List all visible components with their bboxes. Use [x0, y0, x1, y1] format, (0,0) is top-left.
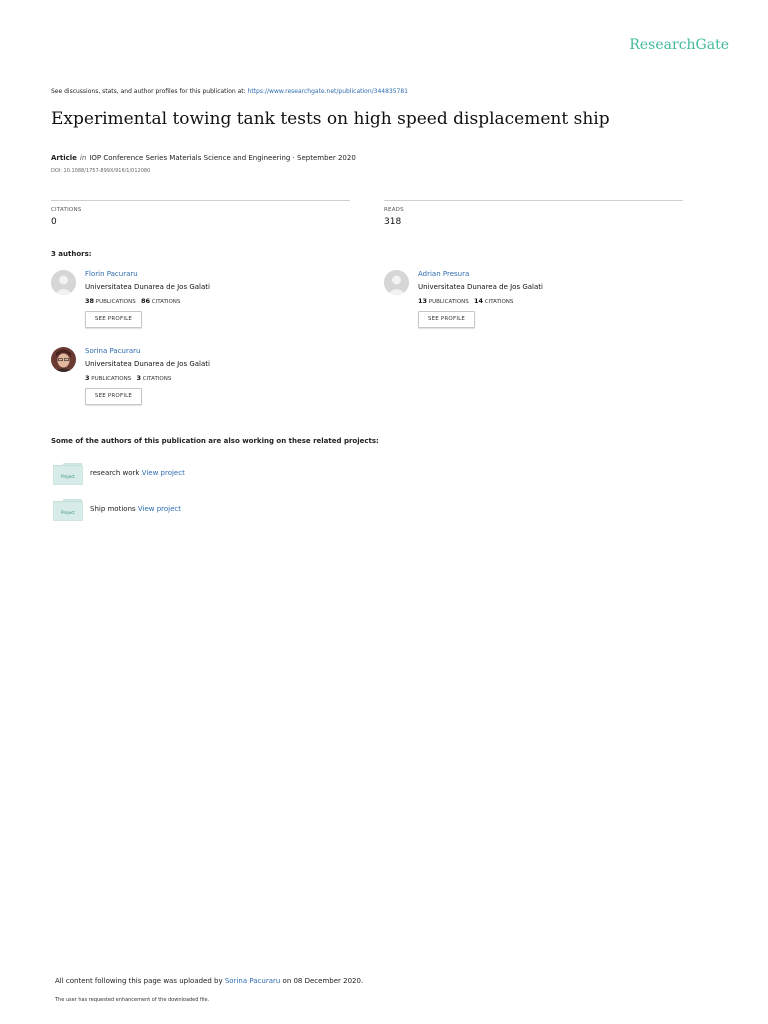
see-profile-button[interactable]: SEE PROFILE — [85, 311, 142, 328]
view-project-link[interactable]: View project — [137, 505, 182, 513]
author-publications-label: PUBLICATIONS — [91, 376, 132, 382]
citations-divider — [51, 200, 350, 201]
reads-value: 318 — [384, 217, 402, 227]
author-name-link[interactable]: Adrian Presura — [418, 270, 470, 278]
project-entry — [90, 505, 181, 513]
publication-type: Article — [51, 154, 77, 162]
see-discussions-text: See discussions, stats, and author profiles for this publication at: — [51, 88, 248, 95]
author-card — [51, 347, 351, 409]
author-publications-count: 38 — [85, 297, 95, 305]
author-card — [51, 270, 351, 332]
author-citations-label: CITATIONS — [484, 299, 514, 305]
author-affiliation: Universitatea Dunarea de Jos Galati — [418, 283, 543, 291]
author-citations-count: 86 — [140, 297, 150, 305]
view-project-link[interactable]: View project — [141, 469, 185, 477]
author-affiliation: Universitatea Dunarea de Jos Galati — [85, 283, 210, 291]
citations-value: 0 — [51, 217, 57, 227]
author-publications-label: PUBLICATIONS — [428, 299, 469, 305]
project-row — [53, 463, 453, 485]
author-publications-count: 3 — [85, 374, 90, 382]
see-profile-button[interactable]: SEE PROFILE — [418, 311, 475, 328]
author-citations-label: CITATIONS — [151, 299, 181, 305]
reads-label: READS — [384, 207, 404, 213]
author-publications-label: PUBLICATIONS — [95, 299, 136, 305]
author-stats — [85, 297, 180, 305]
author-citations-count: 3 — [136, 374, 141, 382]
publication-meta — [51, 154, 356, 162]
project-folder-label: Project — [61, 510, 75, 515]
project-name: research work — [90, 469, 140, 477]
uploader-link[interactable]: Sorina Pacuraru — [224, 977, 281, 985]
publication-doi: DOI: 10.1088/1757-899X/916/1/012080 — [51, 168, 151, 174]
in-word: in — [79, 154, 87, 162]
related-projects-heading: Some of the authors of this publication are also working on these related projects: — [51, 437, 379, 445]
reads-divider — [384, 200, 683, 201]
publication-url-link[interactable]: https://www.researchgate.net/publication/344835781 — [247, 88, 408, 95]
author-stats — [85, 374, 171, 382]
project-name: Ship motions — [90, 505, 136, 513]
default-avatar-icon[interactable] — [51, 270, 76, 295]
project-row — [53, 499, 453, 521]
author-stats — [418, 297, 513, 305]
publication-title: Experimental towing tank tests on high speed displacement ship — [51, 109, 610, 129]
authors-heading: 3 authors: — [51, 250, 92, 258]
publication-venue-date: IOP Conference Series Materials Science and Engineering · September 2020 — [89, 154, 356, 162]
default-avatar-icon[interactable] — [384, 270, 409, 295]
project-folder-label: Project — [61, 474, 75, 479]
author-publications-count: 13 — [418, 297, 428, 305]
project-entry — [90, 469, 185, 477]
author-citations-count: 14 — [473, 297, 483, 305]
project-folder-icon — [53, 499, 83, 521]
see-profile-button[interactable]: SEE PROFILE — [85, 388, 142, 405]
upload-note-prefix: All content following this page was uploaded by — [55, 977, 225, 985]
author-card — [384, 270, 684, 332]
researchgate-logo[interactable]: ResearchGate — [629, 37, 729, 53]
project-folder-icon — [53, 463, 83, 485]
photo-avatar-icon[interactable] — [51, 347, 76, 372]
see-discussions-line — [51, 88, 408, 95]
citations-label: CITATIONS — [51, 207, 82, 213]
author-name-link[interactable]: Sorina Pacuraru — [85, 347, 141, 355]
upload-note — [55, 977, 363, 985]
author-affiliation: Universitatea Dunarea de Jos Galati — [85, 360, 210, 368]
author-citations-label: CITATIONS — [142, 376, 172, 382]
upload-note-suffix: on 08 December 2020. — [280, 977, 364, 985]
author-name-link[interactable]: Florin Pacuraru — [85, 270, 138, 278]
enhancement-note: The user has requested enhancement of the downloaded file. — [55, 997, 210, 1003]
